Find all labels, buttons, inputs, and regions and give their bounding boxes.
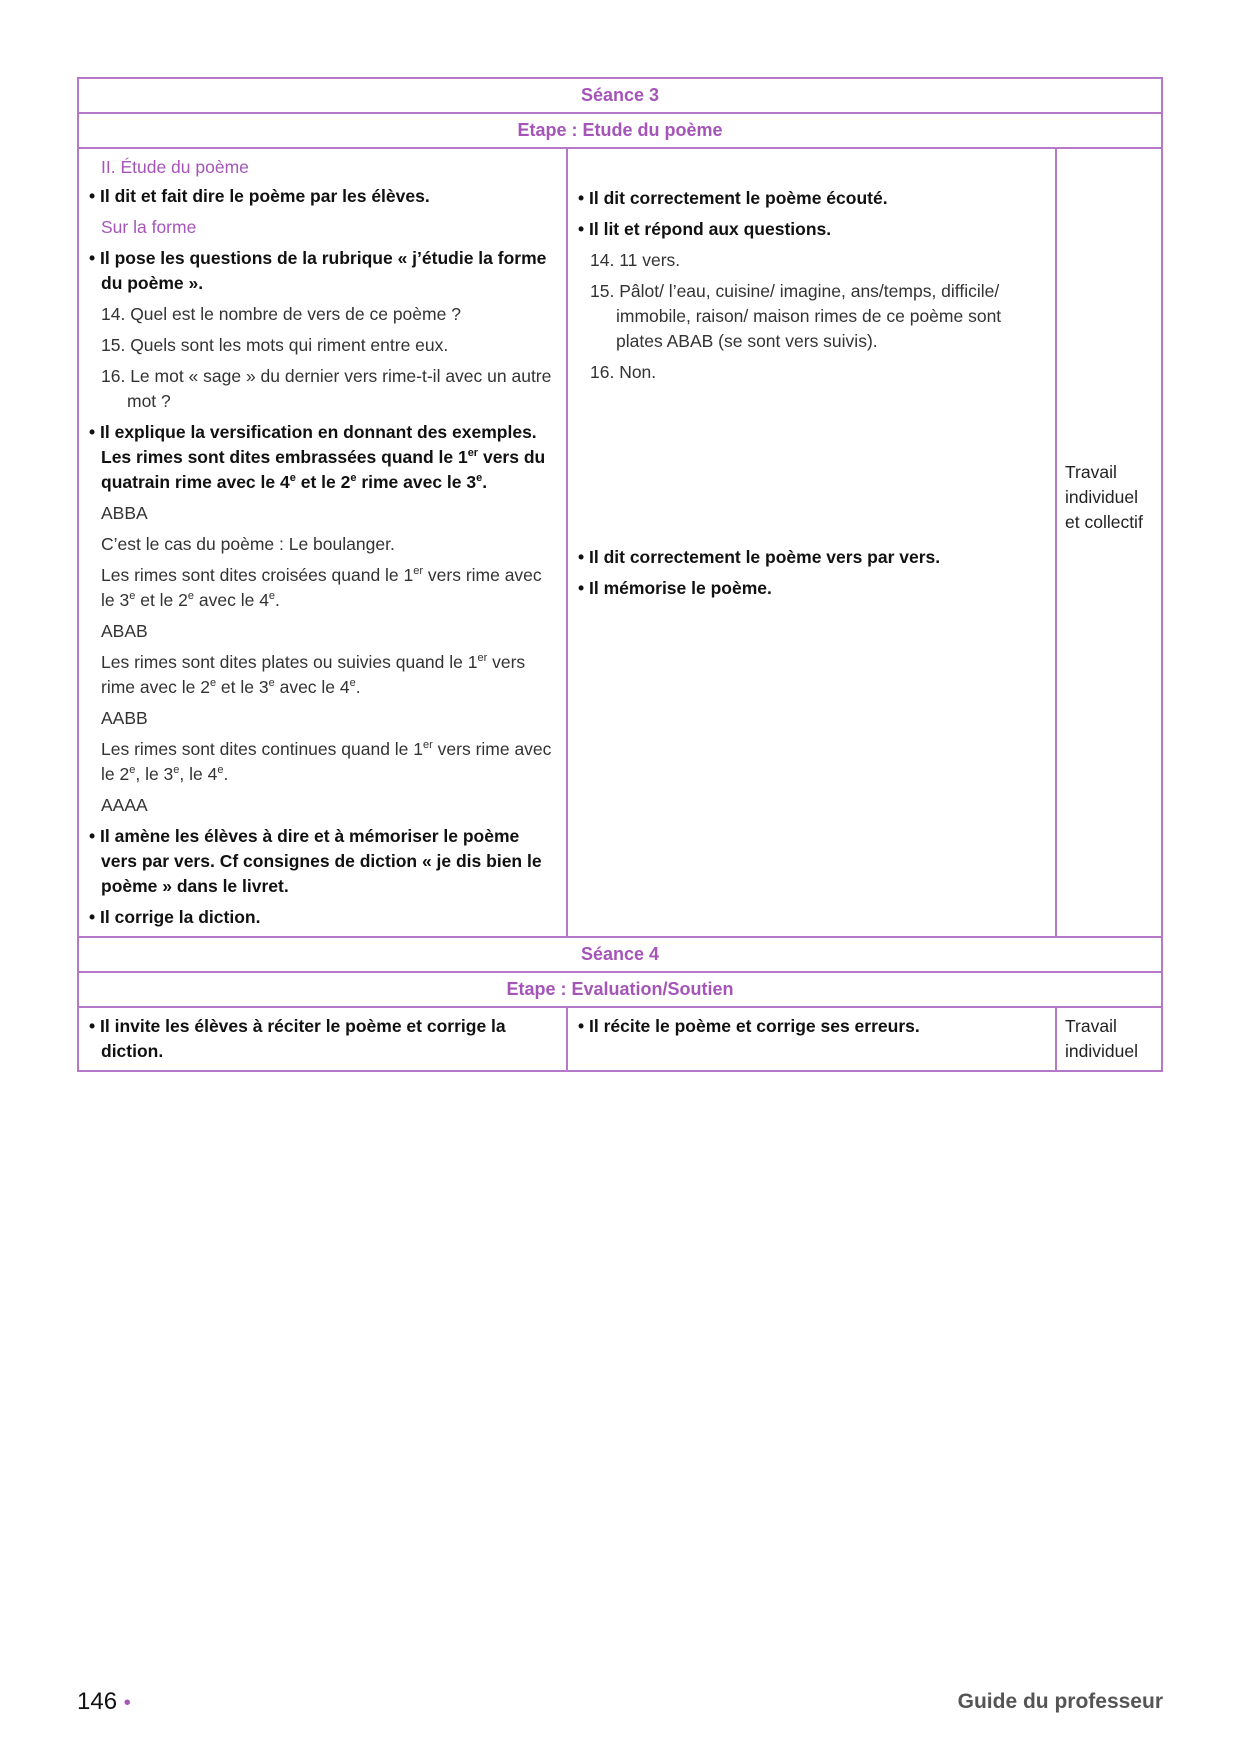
seance-3-title: Séance 3 bbox=[79, 79, 1161, 114]
scheme-aaaa: AAAA bbox=[101, 795, 148, 815]
teacher-step-3: • Il explique la versification en donnant des exemples. bbox=[89, 420, 558, 445]
teacher-step-4: • Il amène les élèves à dire et à mémoriser le poème vers par vers. Cf consignes de diction « je dis bien le poème » dans le livret. bbox=[89, 824, 558, 899]
teacher-column bbox=[79, 149, 568, 936]
subheading-form: Sur la forme bbox=[101, 217, 197, 237]
question-16: 16. Le mot « sage » du dernier vers rime-t-il avec un autre mot ? bbox=[101, 366, 552, 411]
organisation-cell bbox=[1065, 155, 1157, 930]
teacher-step-2: • Il pose les questions de la rubrique « j’étudie la forme du poème ». bbox=[89, 246, 558, 296]
teacher-step-1: • Il dit et fait dire le poème par les élèves. bbox=[89, 184, 558, 209]
rhyme-embrassees: Les rimes sont dites embrassées quand le 1er vers du quatrain rime avec le 4e et le 2e rime avec le 3e. bbox=[101, 447, 546, 492]
example-poem: C’est le cas du poème : Le boulanger. bbox=[101, 534, 395, 554]
student-column-4 bbox=[568, 1008, 1057, 1070]
scheme-abba: ABBA bbox=[101, 503, 148, 523]
teacher-column-4 bbox=[79, 1008, 568, 1070]
organisation-column-4 bbox=[1057, 1008, 1161, 1070]
rhyme-croisees: Les rimes sont dites croisées quand le 1er vers rime avec le 3e et le 2e avec le 4e. bbox=[101, 565, 542, 610]
answer-14: 14. 11 vers. bbox=[590, 250, 681, 270]
rhyme-continues: Les rimes sont dites continues quand le 1er vers rime avec le 2e, le 3e, le 4e. bbox=[101, 739, 552, 784]
organisation-column bbox=[1057, 149, 1161, 936]
student-step-eval: • Il récite le poème et corrige ses erreurs. bbox=[578, 1014, 1047, 1039]
question-14: 14. Quel est le nombre de vers de ce poème ? bbox=[101, 304, 461, 324]
organisation-text: Travail individuel et collectif bbox=[1065, 462, 1143, 532]
teacher-step-eval: • Il invite les élèves à réciter le poème et corrige la diction. bbox=[89, 1014, 558, 1064]
student-step-2: • Il lit et répond aux questions. bbox=[578, 217, 1047, 242]
seance-3-etape: Etape : Etude du poème bbox=[79, 114, 1161, 149]
question-15: 15. Quels sont les mots qui riment entre eux. bbox=[101, 335, 449, 355]
seance-4-etape: Etape : Evaluation/Soutien bbox=[79, 973, 1161, 1008]
answer-16: 16. Non. bbox=[590, 362, 657, 382]
student-step-3: • Il dit correctement le poème vers par vers. bbox=[578, 545, 1047, 570]
student-column bbox=[568, 149, 1057, 936]
seance-4-body bbox=[79, 1008, 1161, 1070]
teacher-step-5: • Il corrige la diction. bbox=[89, 905, 558, 930]
organisation-text-4: Travail individuel bbox=[1065, 1016, 1138, 1061]
answer-15: 15. Pâlot/ l’eau, cuisine/ imagine, ans/temps, difficile/ immobile, raison/ maison rimes de ce poème sont plates ABAB (se sont vers suivis). bbox=[590, 281, 1002, 351]
page-number: 146 • bbox=[77, 1688, 131, 1715]
section-heading: II. Étude du poème bbox=[101, 157, 249, 177]
scheme-abab: ABAB bbox=[101, 621, 148, 641]
rhyme-plates: Les rimes sont dites plates ou suivies quand le 1er vers rime avec le 2e et le 3e avec le 4e. bbox=[101, 652, 526, 697]
student-step-1: • Il dit correctement le poème écouté. bbox=[578, 186, 1047, 211]
lesson-table bbox=[77, 77, 1163, 1072]
footer-bullet: • bbox=[123, 1692, 131, 1714]
seance-4-title: Séance 4 bbox=[79, 938, 1161, 973]
student-step-4: • Il mémorise le poème. bbox=[578, 576, 1047, 601]
seance-3-body bbox=[79, 149, 1161, 938]
scheme-aabb: AABB bbox=[101, 708, 148, 728]
book-title: Guide du professeur bbox=[957, 1690, 1163, 1713]
